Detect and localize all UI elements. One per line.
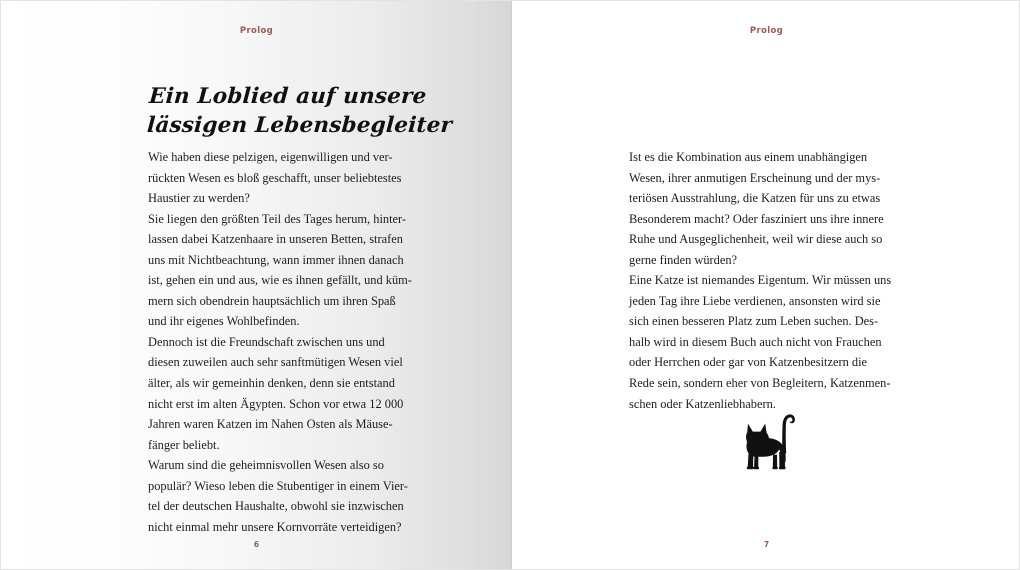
text-line: Eine Katze ist niemandes Eigentum. Wir müssen uns <box>629 273 892 288</box>
text-line: Jahren waren Katzen im Nahen Osten als Mäuse- <box>148 417 393 432</box>
text-line: und ihr eigenes Wohlbefinden. <box>148 314 300 329</box>
text-line: Ist es die Kombination aus einem unabhängigen <box>629 150 868 164</box>
text-line: älter, als wir gemeinhin denken, denn sie entstand <box>148 376 395 391</box>
paragraph <box>148 332 404 455</box>
text-line: teriösen Ausstrahlung, die Katzen für uns zu etwas <box>629 191 881 206</box>
right-page <box>512 1 1020 570</box>
text-line: Sie liegen den größten Teil des Tages herum, hinter- <box>148 211 407 226</box>
text-line: uns mit Nichtbeachtung, wann immer ihnen danach <box>148 252 404 267</box>
text-line: diesen zuweilen auch sehr sanftmütigen Wesen viel <box>148 355 403 370</box>
chapter-title <box>146 83 480 140</box>
chapter-title-line-2: lässigen Lebensbegleiter <box>146 112 453 138</box>
text-line: nicht erst im alten Ägypten. Schon vor etwa 12 000 <box>148 396 404 411</box>
body-text-left <box>148 147 412 537</box>
text-line: mern sich obendrein hauptsächlich um ihren Spaß <box>148 293 396 308</box>
text-line: halb wird in diesem Buch auch nicht von Frauchen <box>629 334 882 349</box>
text-line: lassen dabei Katzenhaare in unseren Betten, strafen <box>148 232 403 247</box>
text-line: ist, gehen ein und aus, wie es ihnen gefällt, und küm- <box>148 273 412 288</box>
paragraph <box>629 270 892 414</box>
paragraph <box>629 147 887 270</box>
text-line: Wie haben diese pelzigen, eigenwilligen und ver- <box>148 150 393 164</box>
page-number-right: 7 <box>763 540 770 549</box>
text-line: Wesen, ihrer anmutigen Erscheinung und der mys- <box>629 170 881 185</box>
text-line: schen oder Katzenliebhabern. <box>629 396 776 411</box>
page-number-left: 6 <box>253 540 260 549</box>
chapter-title-line-1: Ein Loblied auf unsere <box>148 84 428 109</box>
paragraph <box>148 455 408 537</box>
paragraph <box>148 147 404 209</box>
text-line: sich einen besseren Platz zum Leben suchen. Des- <box>629 314 879 329</box>
text-line: nicht einmal mehr unsere Kornvorräte verteidigen? <box>148 519 402 534</box>
text-line: Haustier zu werden? <box>148 191 250 206</box>
text-line: Dennoch ist die Freundschaft zwischen uns und <box>148 334 385 349</box>
text-line: populär? Wieso leben die Stubentiger in einem Vier- <box>148 478 408 493</box>
text-line: jeden Tag ihre Liebe verdienen, ansonsten wird sie <box>629 293 881 308</box>
left-page <box>1 1 512 570</box>
body-text-right <box>629 147 892 414</box>
running-header-right: Prolog <box>749 26 784 36</box>
text-line: fänger beliebt. <box>148 437 220 452</box>
text-line: Warum sind die geheimnisvollen Wesen also so <box>148 458 384 473</box>
text-line: rückten Wesen es bloß geschafft, unser beliebtestes <box>148 170 402 185</box>
cat-silhouette-icon <box>735 409 807 481</box>
text-line: tel der deutschen Haushalte, obwohl sie inzwischen <box>148 499 404 514</box>
text-line: Rede sein, sondern eher von Begleitern, Katzenmen- <box>629 376 891 391</box>
paragraph <box>148 209 412 332</box>
text-line: gerne finden würden? <box>629 252 738 267</box>
text-line: oder Herrchen oder gar von Katzenbesitzern die <box>629 355 868 370</box>
running-header-left: Prolog <box>239 26 274 36</box>
text-line: Besonderem macht? Oder fasziniert uns ihre innere <box>629 211 884 226</box>
spine-crease <box>511 1 512 570</box>
text-line: Ruhe und Ausgeglichenheit, weil wir diese auch so <box>629 232 883 247</box>
